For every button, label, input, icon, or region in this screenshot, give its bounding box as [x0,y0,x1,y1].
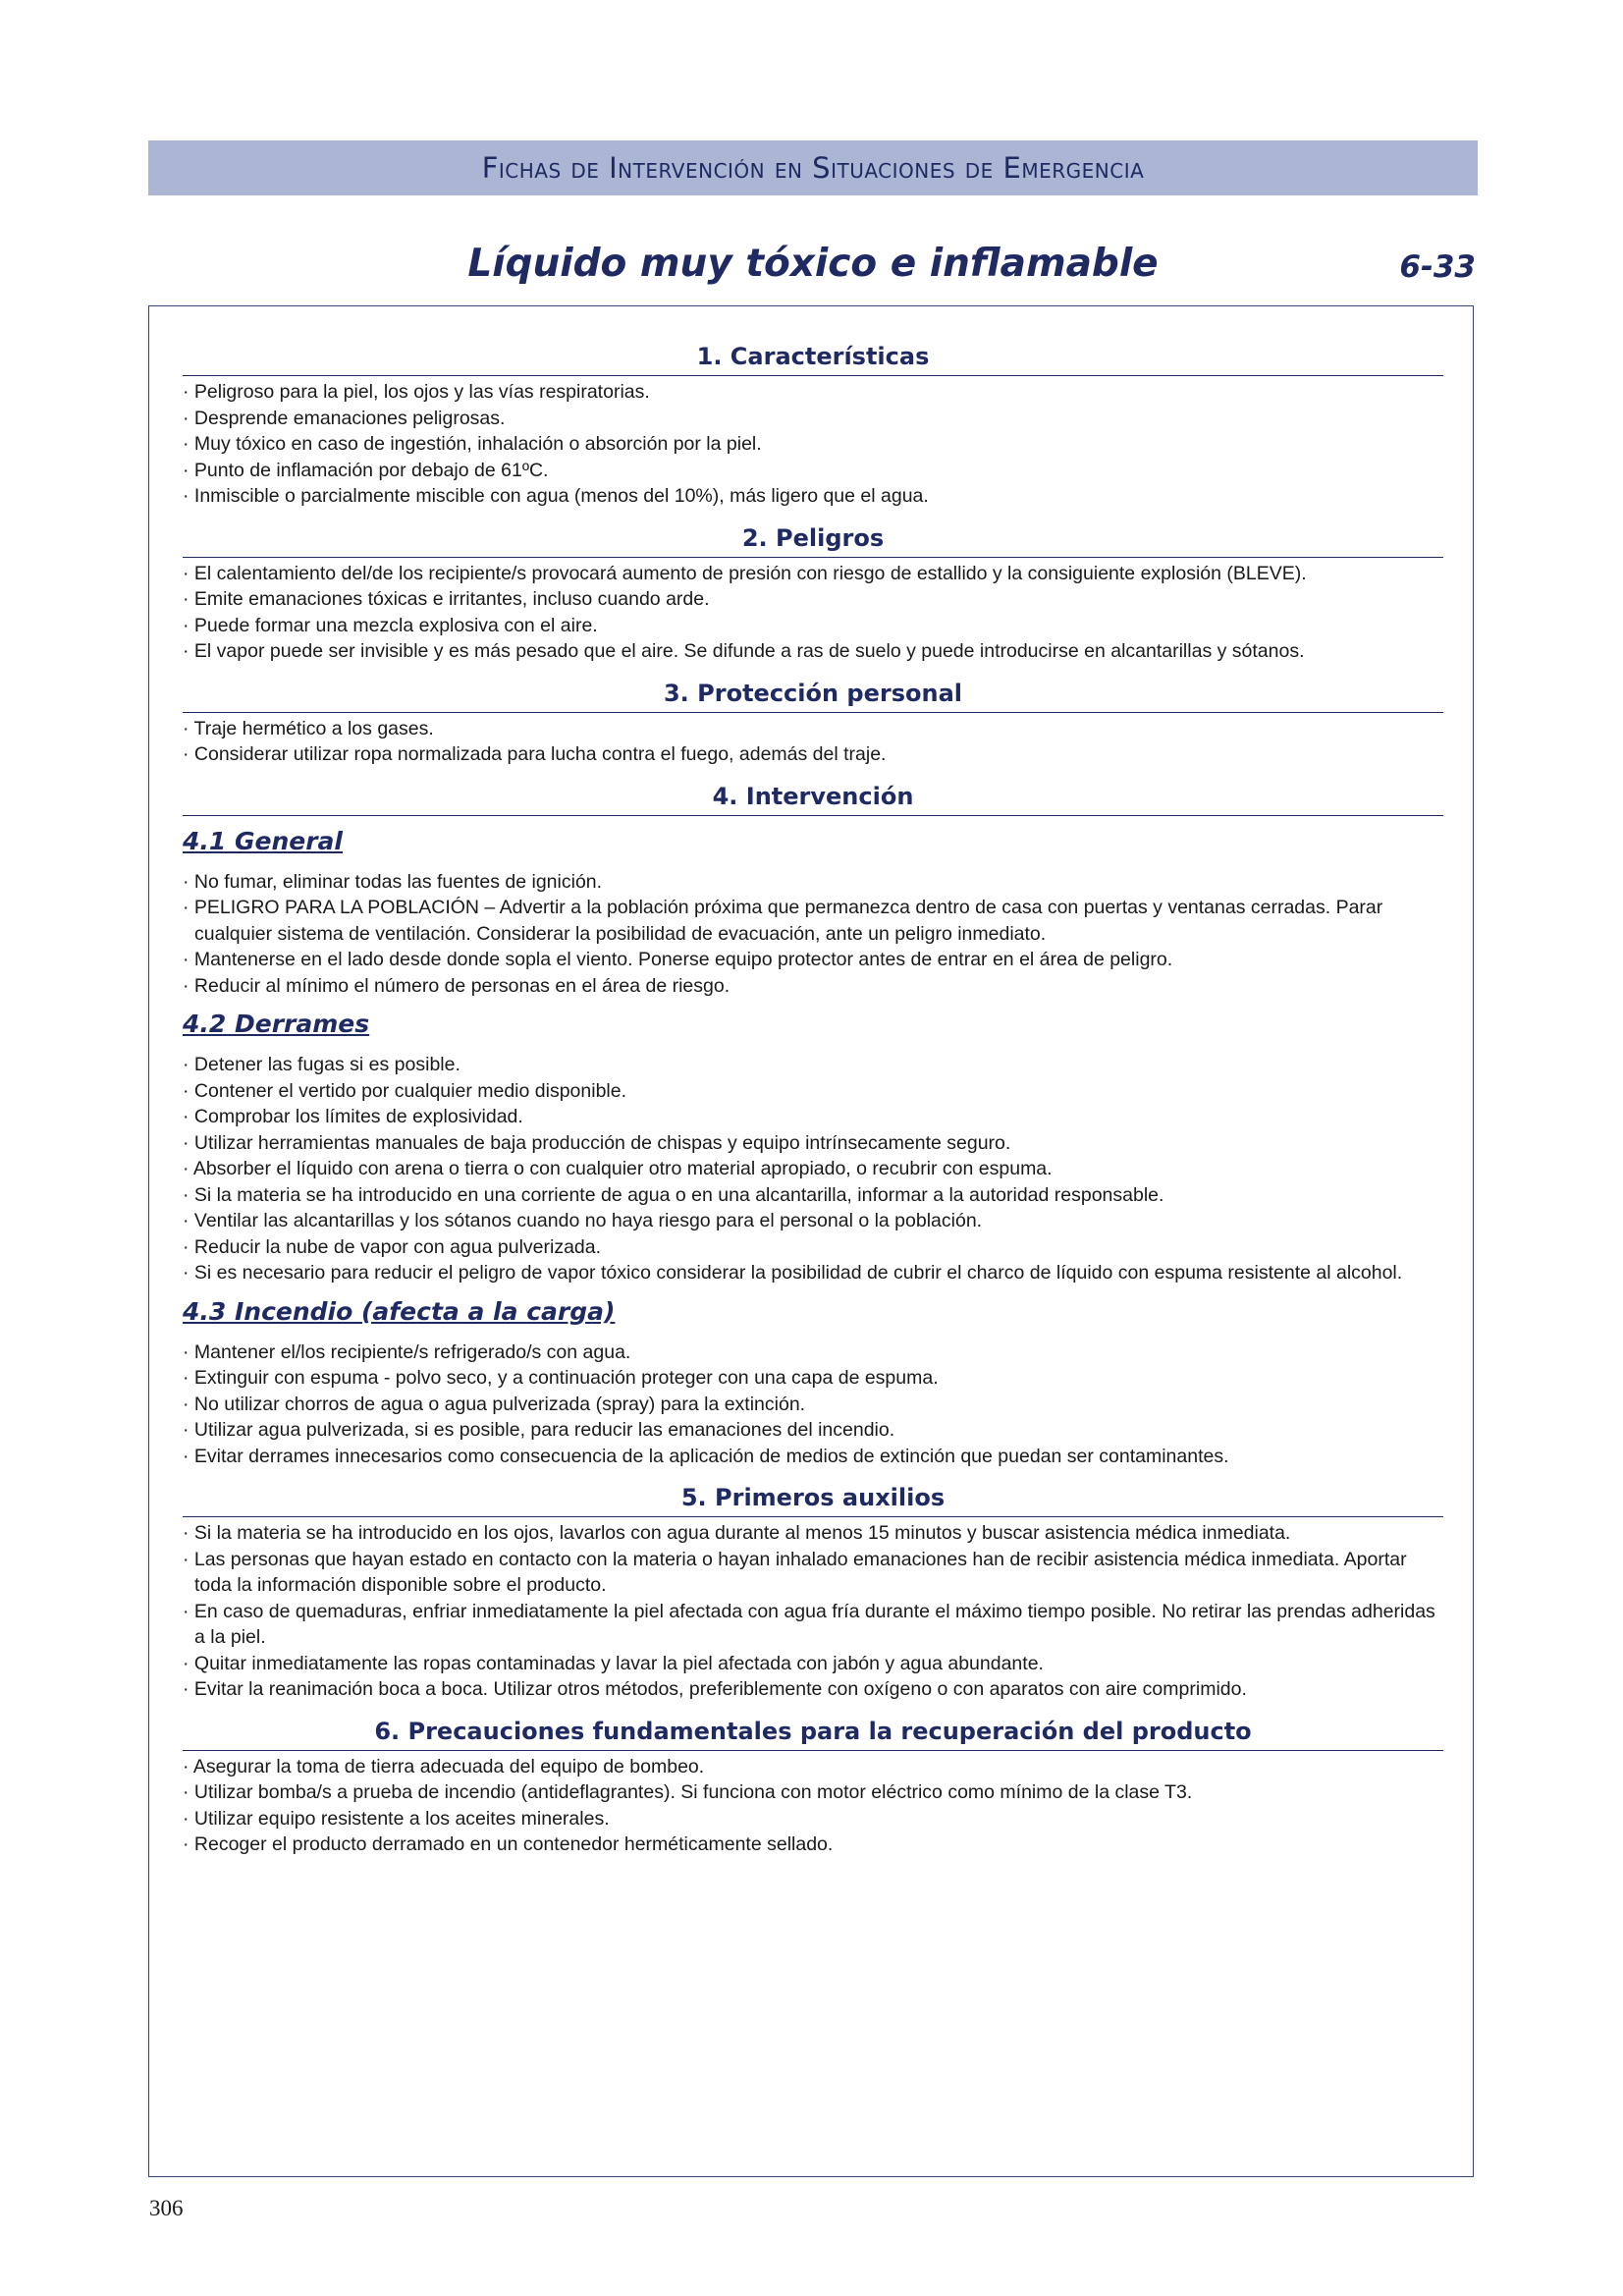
list-item: · PELIGRO PARA LA POBLACIÓN – Advertir a la población próxima que permanezca dentro de casa con puertas y ventanas cerradas. Parar cualquier sistema de ventilación. Considerar la posibilidad de evacuación, ante un peligro inmediato. [183,897,1383,945]
list-item: · Utilizar bomba/s a prueba de incendio (antideflagrantes). Si funciona con motor eléctrico como mínimo de la clase T3. [183,1781,1193,1803]
list-item: · Evitar derrames innecesarios como consecuencia de la aplicación de medios de extinción que puedan ser contaminantes. [183,1445,1229,1467]
page-title: Líquido muy tóxico e inflamable [467,242,1159,286]
list-item: · Absorber el líquido con arena o tierra o con cualquier otro material apropiado, o recubrir con espuma. [183,1158,1053,1179]
list-item: · Contener el vertido por cualquier medio disponible. [183,1079,627,1102]
list-item: · Utilizar agua pulverizada, si es posible, para reducir las emanaciones del incendio. [183,1419,895,1441]
list-item: · Si es necesario para reducir el peligro de vapor tóxico considerar la posibilidad de cubrir el charco de líquido con espuma resistente al alcohol. [183,1262,1403,1284]
sheet-code: 6-33 [1399,249,1476,285]
list-item: · Reducir al mínimo el número de personas en el área de riesgo. [183,974,730,997]
list-item: · Mantenerse en el lado desde donde sopla el viento. Ponerse equipo protector antes de entrar en el área de peligro. [183,949,1173,970]
list-item: · Las personas que hayan estado en contacto con la materia o hayan inhalado emanaciones han de recibir asistencia médica inmediata. Aportar toda la información disponible sobre el producto. [183,1548,1407,1596]
list-item: · Punto de inflamación por debajo de 61ºC. [183,459,549,481]
list-item: · Comprobar los límites de explosividad. [183,1106,523,1127]
list-item: · Emite emanaciones tóxicas e irritantes, incluso cuando arde. [183,588,710,610]
section-heading-proteccion: 3. Protección personal [183,677,1443,713]
list-item: · Evitar la reanimación boca a boca. Utilizar otros métodos, preferiblemente con oxígeno o con aparatos con aire comprimido. [183,1678,1247,1700]
subsection-heading-incendio: 4.3 Incendio (afecta a la carga) [183,1296,616,1326]
list-item: · El vapor puede ser invisible y es más pesado que el aire. Se difunde a ras de suelo y puede introducirse en alcantarillas y sótanos. [183,640,1305,662]
list-item: · En caso de quemaduras, enfriar inmediatamente la piel afectada con agua fría durante el máximo tiempo posible. No retirar las prendas adheridas a la piel. [183,1600,1435,1648]
section-list-precauciones [183,1754,1443,1858]
list-item: · Inmiscible o parcialmente miscible con agua (menos del 10%), más ligero que el agua. [183,485,929,507]
section-heading-intervencion: 4. Intervención [183,780,1443,816]
list-item: · Asegurar la toma de tierra adecuada del equipo de bombeo. [183,1755,705,1777]
list-item: · Utilizar herramientas manuales de baja producción de chispas y equipo intrínsecamente seguro. [183,1131,1011,1154]
section-list-peligros [183,561,1443,665]
list-item: · Si la materia se ha introducido en una corriente de agua o en una alcantarilla, informar a la autoridad responsable. [183,1183,1164,1206]
list-item: · Detener las fugas si es posible. [183,1054,460,1075]
section-heading-primeros-auxilios: 5. Primeros auxilios [183,1481,1443,1517]
list-item: · Extinguir con espuma - polvo seco, y a continuación proteger con una capa de espuma. [183,1367,939,1389]
section-heading-caracteristicas: 1. Características [183,340,1443,376]
list-item: · Puede formar una mezcla explosiva con el aire. [183,614,598,636]
list-item: · Si la materia se ha introducido en los ojos, lavarlos con agua durante al menos 15 minutos y buscar asistencia médica inmediata. [183,1522,1291,1544]
subsection-list-general [183,869,1443,1000]
list-item: · Desprende emanaciones peligrosas. [183,407,506,429]
content [183,330,1443,1858]
list-item: · No fumar, eliminar todas las fuentes de ignición. [183,870,603,893]
list-item: · Reducir la nube de vapor con agua pulverizada. [183,1235,602,1258]
list-item: · Muy tóxico en caso de ingestión, inhalación o absorción por la piel. [183,433,762,455]
section-heading-peligros: 2. Peligros [183,521,1443,558]
list-item: · No utilizar chorros de agua o agua pulverizada (spray) para la extinción. [183,1393,806,1415]
list-item: · Quitar inmediatamente las ropas contaminadas y lavar la piel afectada con jabón y agua abundante. [183,1652,1044,1674]
subsection-heading-general: 4.1 General [183,826,343,855]
section-list-caracteristicas [183,379,1443,510]
header-banner [148,140,1478,195]
page-number: 306 [149,2196,184,2220]
banner-text: Fichas de Intervención en Situaciones de Emergencia [481,151,1145,185]
section-heading-precauciones: 6. Precauciones fundamentales para la recuperación del producto [183,1715,1443,1751]
list-item: · El calentamiento del/de los recipiente/s provocará aumento de presión con riesgo de estallido y la consiguiente explosión (BLEVE). [183,562,1307,584]
section-list-proteccion [183,716,1443,768]
list-item: · Considerar utilizar ropa normalizada para lucha contra el fuego, además del traje. [183,743,887,765]
list-item: · Peligroso para la piel, los ojos y las vías respiratorias. [183,381,650,403]
subsection-list-derrames [183,1052,1443,1286]
subsection-list-incendio [183,1339,1443,1470]
subsection-heading-derrames: 4.2 Derrames [183,1010,370,1038]
list-item: · Traje hermético a los gases. [183,717,434,739]
section-list-primeros-auxilios [183,1520,1443,1703]
list-item: · Utilizar equipo resistente a los aceites minerales. [183,1807,610,1830]
list-item: · Ventilar las alcantarillas y los sótanos cuando no haya riesgo para el personal o la población. [183,1210,983,1231]
list-item: · Recoger el producto derramado en un contenedor herméticamente sellado. [183,1833,834,1855]
list-item: · Mantener el/los recipiente/s refrigerado/s con agua. [183,1340,631,1363]
